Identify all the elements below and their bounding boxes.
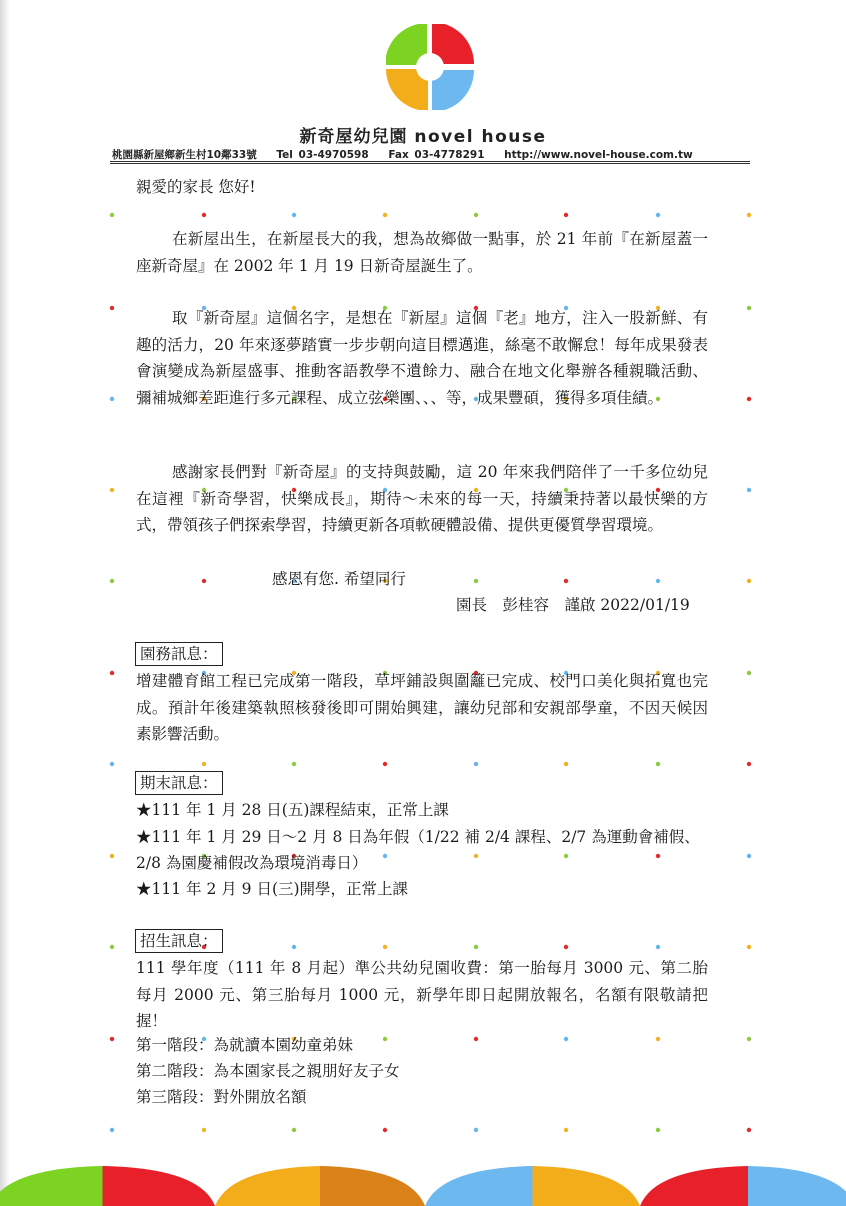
decorative-dot [110, 1037, 114, 1041]
decorative-dot [474, 854, 478, 858]
decorative-dot [474, 1037, 478, 1041]
decorative-dot [747, 488, 751, 492]
decorative-dot [564, 213, 568, 217]
paragraph-name-meaning: 取『新奇屋』這個名字，是想在『新屋』這個『老』地方，注入一股新鮮、有趣的活力，20 年來逐夢踏實一步步朝向這目標邁進，絲毫不敢懈怠！每年成果發表會演變成為新屋盛事、推動客語教學不遺餘力、融合在地文化舉辦各種親職活動、彌補城鄉差距進行多元課程、成立弦樂團、、、等，成果豐碩，獲得多項佳績。 [136, 309, 708, 407]
affairs-text: 增建體育館工程已完成第一階段，草坪鋪設與圍籬已完成、校門口美化與拓寬也完成。預計年後建築執照核發後即可開始興建，讓幼兒部和安親部學童，不因天候因素影響活動。 [136, 672, 708, 743]
greeting: 親愛的家長 您好! [136, 178, 256, 196]
decorative-dot [383, 762, 387, 766]
decorative-dot [747, 306, 751, 310]
decorative-bottom-arcs [0, 1158, 846, 1206]
affairs-section-title: 園務訊息： [135, 642, 223, 666]
fax-text: Fax 03-4778291 [388, 149, 485, 161]
decorative-dot [110, 488, 114, 492]
bottom-arc-segment [640, 1166, 748, 1206]
decorative-dot [110, 579, 114, 583]
paragraph-thanks: 感謝家長們對『新奇屋』的支持與鼓勵，這 20 年來我們陪伴了一千多位幼兒在這裡『新奇學習，快樂成長』，期待～未來的每一天，持續秉持著以最快樂的方式，帶領孩子們探索學習，持續更新各項軟硬體設備、提供更優質學習環境。 [136, 463, 708, 534]
decorative-dot [383, 213, 387, 217]
contact-line [112, 147, 752, 162]
term-end-line: ★111 年 1 月 28 日(五)課程結束，正常上課 [136, 801, 449, 819]
decorative-dot [564, 854, 568, 858]
decorative-dot [110, 671, 114, 675]
header-rule-top [110, 161, 750, 162]
novel-house-logo-icon [386, 24, 474, 110]
decorative-dot [656, 1128, 660, 1132]
decorative-dot [656, 579, 660, 583]
decorative-dot [747, 579, 751, 583]
enrollment-stage: 第一階段：為就讀本園幼童弟妹 [136, 1036, 354, 1054]
decorative-dot [564, 762, 568, 766]
decorative-dot [474, 945, 478, 949]
decorative-dot [747, 213, 751, 217]
term-end-line: 2/8 為園慶補假改為環境消毒日） [136, 854, 368, 872]
decorative-dot [383, 945, 387, 949]
paragraph-origin: 在新屋出生，在新屋長大的我，想為故鄉做一點事，於 21 年前『在新屋蓋一座新奇屋』在 2002 年 1 月 19 日新奇屋誕生了。 [136, 230, 708, 275]
enrollment-stage: 第二階段：為本園家長之親朋好友子女 [136, 1062, 400, 1080]
bottom-arc-segment [748, 1166, 846, 1206]
decorative-dot [564, 945, 568, 949]
decorative-dot [202, 213, 206, 217]
decorative-dot [383, 1128, 387, 1132]
bottom-arc-segment [425, 1166, 533, 1206]
decorative-dot [747, 671, 751, 675]
decorative-dot [474, 213, 478, 217]
decorative-dot [656, 945, 660, 949]
decorative-dot [747, 397, 751, 401]
term-end-section-title: 期末訊息： [135, 771, 223, 795]
decorative-dot [110, 1128, 114, 1132]
header-rule-bottom [110, 163, 750, 164]
decorative-dot [656, 1037, 660, 1041]
term-end-line: ★111 年 1 月 29 日～2 月 8 日為年假（1/22 補 2/4 課程、2/7 為運動會補假、 [136, 828, 700, 846]
bottom-arc-segment [103, 1166, 216, 1206]
logo-center [416, 53, 444, 81]
bottom-arc-segment [0, 1166, 103, 1206]
decorative-dot [747, 854, 751, 858]
decorative-dot [656, 854, 660, 858]
decorative-dot [110, 397, 114, 401]
decorative-dot [292, 762, 296, 766]
enrollment-stage: 第三階段：對外開放名額 [136, 1088, 307, 1106]
address-text: 桃園縣新屋鄉新生村10鄰33號 [112, 149, 257, 161]
tel-text: Tel 03-4970598 [276, 149, 369, 161]
decorative-dot [564, 1037, 568, 1041]
signature-line: 園長 彭桂容 謹啟 2022/01/19 [456, 596, 690, 614]
decorative-dot [202, 579, 206, 583]
website-text: http://www.novel-house.com.tw [504, 149, 693, 161]
enrollment-text: 111 學年度（111 年 8 月起）準公共幼兒園收費：第一胎每月 3000 元、第二胎每月 2000 元、第三胎每月 1000 元，新學年即日起開放報名，名額有限敬請把握！ [136, 959, 708, 1030]
bottom-arc-segment [320, 1166, 425, 1206]
school-name [0, 122, 846, 147]
school-name-en: novel house [414, 127, 547, 147]
decorative-dot [564, 1128, 568, 1132]
decorative-dot [747, 1128, 751, 1132]
decorative-dot [292, 1128, 296, 1132]
decorative-dot [383, 1037, 387, 1041]
bottom-arc-segment [215, 1166, 320, 1206]
decorative-dot [747, 762, 751, 766]
decorative-dot [474, 579, 478, 583]
decorative-dot [110, 854, 114, 858]
decorative-dot [110, 762, 114, 766]
decorative-dot [474, 1128, 478, 1132]
decorative-dot [656, 213, 660, 217]
closing-line: 感恩有您. 希望同行 [272, 570, 406, 588]
decorative-dot [292, 213, 296, 217]
decorative-dot [747, 1037, 751, 1041]
decorative-dot [747, 945, 751, 949]
term-end-line: ★111 年 2 月 9 日(三)開學，正常上課 [136, 880, 409, 898]
decorative-dot [656, 762, 660, 766]
decorative-dot [383, 854, 387, 858]
bottom-arc-segment [533, 1166, 641, 1206]
decorative-dot [474, 762, 478, 766]
decorative-dot [564, 579, 568, 583]
decorative-dot [202, 762, 206, 766]
school-name-zh: 新奇屋幼兒園 [299, 127, 408, 147]
decorative-dot [110, 213, 114, 217]
decorative-dot [292, 945, 296, 949]
decorative-dot [110, 306, 114, 310]
decorative-dot [202, 1128, 206, 1132]
enrollment-section-title: 招生訊息： [135, 929, 223, 953]
decorative-dot [110, 945, 114, 949]
